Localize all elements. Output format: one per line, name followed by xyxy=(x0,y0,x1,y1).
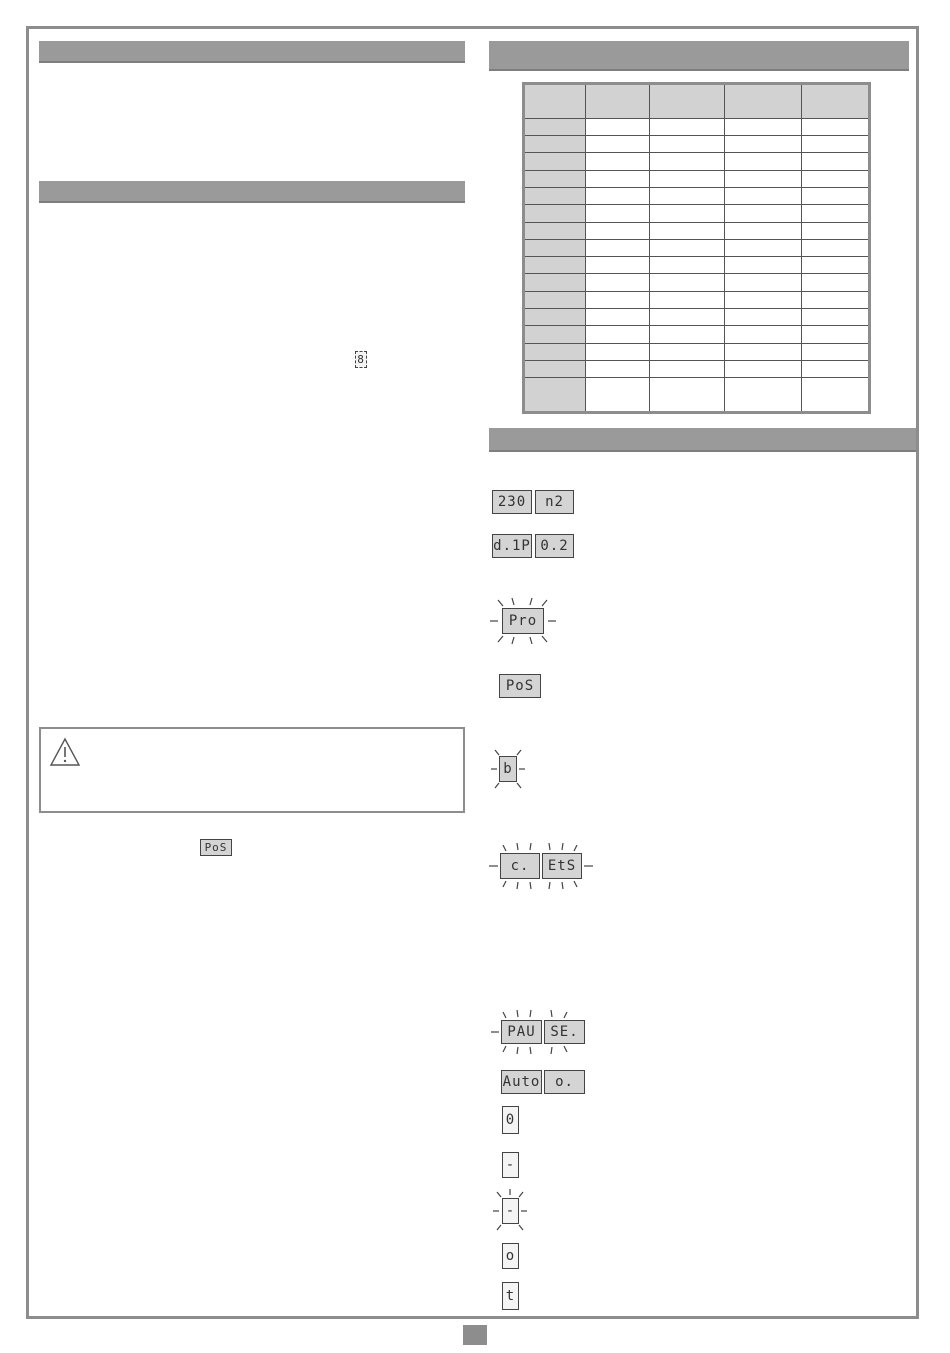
table-header-cell xyxy=(724,84,801,119)
table-cell xyxy=(801,291,869,308)
blink-rays-icon xyxy=(490,598,556,644)
table-cell xyxy=(724,222,801,239)
table-cell xyxy=(801,135,869,152)
section-header-bar xyxy=(39,41,465,63)
table-cell xyxy=(586,291,649,308)
table-row xyxy=(524,205,870,222)
table-cell xyxy=(801,153,869,170)
table-cell xyxy=(649,309,724,326)
table-cell xyxy=(586,309,649,326)
table-header-cell xyxy=(801,84,869,119)
warning-triangle-icon xyxy=(49,737,81,767)
table-cell xyxy=(649,361,724,378)
table-cell xyxy=(524,205,586,222)
table-cell xyxy=(649,222,724,239)
table-row xyxy=(524,170,870,187)
table-row xyxy=(524,187,870,204)
table-header-cell xyxy=(586,84,649,119)
table-cell xyxy=(724,309,801,326)
table-row xyxy=(524,135,870,152)
table-cell xyxy=(649,239,724,256)
table-cell xyxy=(724,343,801,360)
table-row xyxy=(524,326,870,343)
table-row xyxy=(524,118,870,135)
table-cell xyxy=(801,222,869,239)
parameter-table xyxy=(522,82,871,414)
table-row xyxy=(524,222,870,239)
table-cell xyxy=(586,257,649,274)
table-cell xyxy=(649,170,724,187)
table-header-row xyxy=(524,84,870,119)
table-cell xyxy=(586,343,649,360)
table-cell xyxy=(801,361,869,378)
table-cell xyxy=(801,309,869,326)
table-cell xyxy=(801,118,869,135)
table-cell xyxy=(524,274,586,291)
table-cell xyxy=(801,239,869,256)
table-cell xyxy=(649,118,724,135)
display-segment-left: d.1P xyxy=(492,534,532,558)
section-header-bar xyxy=(39,181,465,203)
table-cell xyxy=(586,205,649,222)
table-cell xyxy=(724,361,801,378)
table-header-cell xyxy=(524,84,586,119)
blink-rays-icon xyxy=(489,746,527,792)
page-number-tab xyxy=(463,1325,487,1345)
table-cell xyxy=(649,187,724,204)
table-cell xyxy=(724,257,801,274)
table-cell xyxy=(649,205,724,222)
table-cell xyxy=(801,187,869,204)
table-row xyxy=(524,309,870,326)
table-cell xyxy=(586,187,649,204)
blink-rays-icon xyxy=(491,1189,529,1233)
table-row xyxy=(524,361,870,378)
table-cell xyxy=(724,274,801,291)
blink-rays-icon xyxy=(489,843,593,889)
table-row xyxy=(524,153,870,170)
table-cell xyxy=(524,222,586,239)
table-cell xyxy=(524,378,586,413)
display-segment-left: 230 xyxy=(492,490,532,514)
table-cell xyxy=(586,170,649,187)
table-cell xyxy=(649,274,724,291)
table-cell xyxy=(524,153,586,170)
table-header-cell xyxy=(649,84,724,119)
blink-rays-icon xyxy=(489,1010,589,1054)
blinking-display: b xyxy=(499,756,517,782)
table-cell xyxy=(524,343,586,360)
display-digit: - xyxy=(502,1152,519,1178)
table-cell xyxy=(524,309,586,326)
table-cell xyxy=(724,135,801,152)
table-cell xyxy=(724,239,801,256)
table-cell xyxy=(524,326,586,343)
table-row xyxy=(524,343,870,360)
table-cell xyxy=(724,326,801,343)
table-cell xyxy=(586,135,649,152)
display-segment-right: o. xyxy=(544,1070,585,1094)
display-digit: 0 xyxy=(502,1106,519,1134)
table-cell xyxy=(724,205,801,222)
table-cell xyxy=(801,343,869,360)
table-cell xyxy=(586,222,649,239)
table-cell xyxy=(801,257,869,274)
section-header-bar xyxy=(489,428,916,452)
table-cell xyxy=(649,135,724,152)
inline-display-pos: PoS xyxy=(200,839,232,856)
display-digit: o xyxy=(502,1243,519,1269)
display-segment-right: 0.2 xyxy=(535,534,574,558)
display-segment: PoS xyxy=(499,674,541,698)
table-cell xyxy=(524,291,586,308)
table-cell xyxy=(524,135,586,152)
table-cell xyxy=(724,153,801,170)
table-row xyxy=(524,378,870,413)
table-cell xyxy=(649,326,724,343)
blinking-display: c. xyxy=(500,853,540,879)
table-cell xyxy=(724,187,801,204)
table-cell xyxy=(586,274,649,291)
table-cell xyxy=(524,118,586,135)
table-cell xyxy=(524,239,586,256)
table-cell xyxy=(801,326,869,343)
table-cell xyxy=(649,153,724,170)
table-cell xyxy=(649,257,724,274)
table-cell xyxy=(724,378,801,413)
table-row xyxy=(524,257,870,274)
table-cell xyxy=(801,274,869,291)
table-cell xyxy=(586,118,649,135)
table-cell xyxy=(524,257,586,274)
table-row xyxy=(524,291,870,308)
table-cell xyxy=(586,378,649,413)
display-segment-left: Auto xyxy=(501,1070,542,1094)
table-cell xyxy=(586,326,649,343)
table-cell xyxy=(649,343,724,360)
table-cell xyxy=(801,205,869,222)
table-cell xyxy=(801,170,869,187)
table-cell xyxy=(586,361,649,378)
table-row xyxy=(524,239,870,256)
display-digit: t xyxy=(502,1282,519,1310)
table-cell xyxy=(524,361,586,378)
table-cell xyxy=(586,239,649,256)
table-cell xyxy=(801,378,869,413)
table-cell xyxy=(724,170,801,187)
blinking-display: PAU xyxy=(501,1020,542,1044)
table-cell xyxy=(524,187,586,204)
blinking-display: EtS xyxy=(542,853,582,879)
blinking-display: Pro xyxy=(502,608,544,634)
table-cell xyxy=(524,170,586,187)
table-cell xyxy=(586,153,649,170)
table-row xyxy=(524,274,870,291)
section-header-bar xyxy=(489,41,909,71)
table-cell xyxy=(649,291,724,308)
blinking-display: SE. xyxy=(544,1020,585,1044)
blinking-display: - xyxy=(502,1198,519,1224)
table-cell xyxy=(724,291,801,308)
display-segment-right: n2 xyxy=(535,490,574,514)
warning-box xyxy=(39,727,465,813)
table-cell xyxy=(724,118,801,135)
table-cell xyxy=(649,378,724,413)
inline-display-digit: 8 xyxy=(355,351,367,368)
